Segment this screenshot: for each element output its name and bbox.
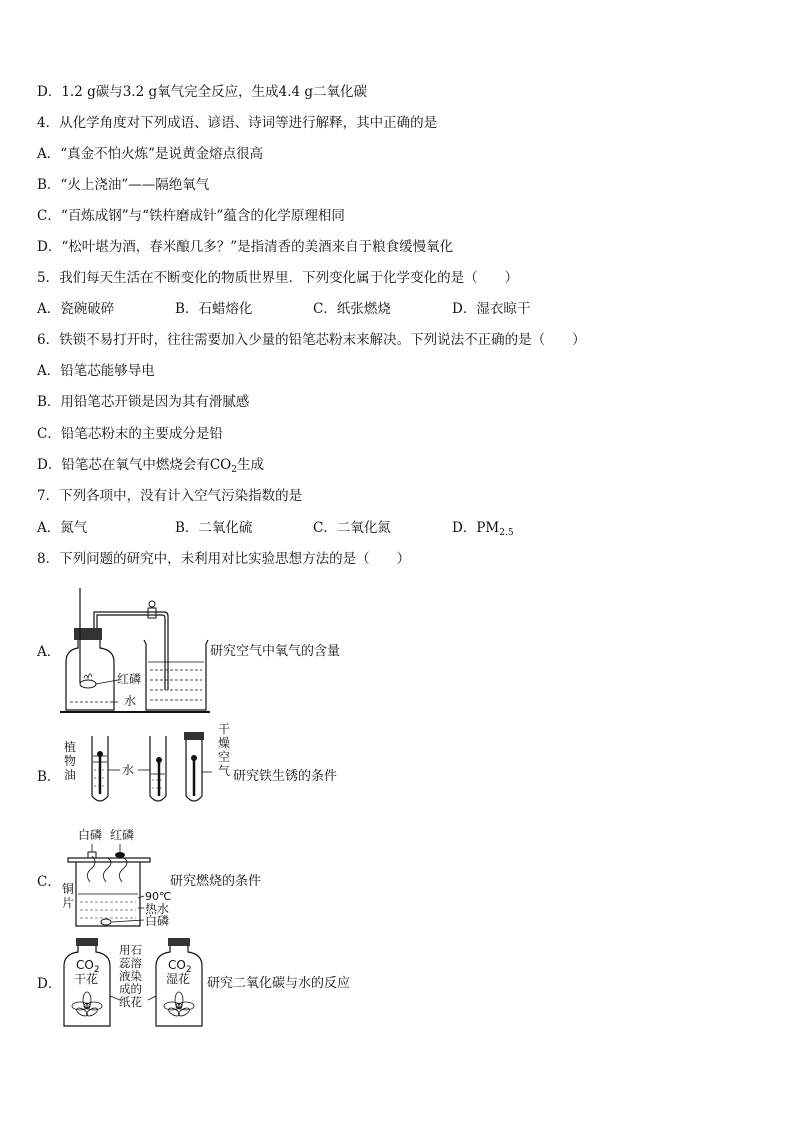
q7-stem: 7．下列各项中，没有计入空气污染指数的是 bbox=[37, 488, 303, 504]
q8-c-red-p: 红磷 bbox=[110, 828, 135, 842]
q5-stem: 5．我们每天生活在不断变化的物质世界里．下列变化属于化学变化的是（ ） bbox=[37, 270, 519, 286]
q5-option-b: B．石蜡熔化 bbox=[175, 301, 253, 317]
q8-d-co2-2-sub: 2 bbox=[185, 965, 192, 975]
q6-stem: 6．铁锁不易打开时，往往需要加入少量的铅笔芯粉末来解决。下列说法不正确的是（ ） bbox=[37, 332, 586, 348]
q8-b-label: B． bbox=[37, 769, 61, 785]
q8-d-co2-1 bbox=[76, 958, 100, 975]
q8-c-white-p2: 白磷 bbox=[145, 914, 170, 928]
q5-option-d: D．湿衣晾干 bbox=[452, 301, 531, 317]
q8-b-oil: 植物油 bbox=[64, 740, 77, 782]
q8-d-co2-2-text: CO bbox=[168, 958, 186, 972]
q8-b-caption: 研究铁生锈的条件 bbox=[233, 769, 338, 784]
q8-a-apparatus bbox=[60, 578, 220, 718]
q8-c-copper: 铜片 bbox=[62, 882, 75, 910]
q8-a-red-p: 红磷 bbox=[117, 672, 142, 686]
q4-option-c: C．“百炼成钢”与“铁杵磨成针”蕴含的化学原理相同 bbox=[37, 208, 345, 224]
q7-option-c: C．二氧化氮 bbox=[313, 520, 391, 536]
q8-c-hot-water: 热水 bbox=[145, 902, 170, 916]
q8-b-dry-air: 干燥空气 bbox=[218, 722, 231, 778]
q8-b-test-tubes bbox=[80, 730, 220, 810]
q8-a-caption: 研究空气中氧气的含量 bbox=[210, 644, 341, 659]
q8-d-middle-label: 用石蕊溶液染成的纸花 bbox=[119, 943, 142, 1009]
q6-d-text: D．铅笔芯在氧气中燃烧会有CO bbox=[37, 457, 232, 473]
q8-d-co2-2 bbox=[168, 958, 192, 975]
q8-d-co2-1-sub: 2 bbox=[93, 965, 100, 975]
q6-option-a: A．铅笔芯能够导电 bbox=[37, 363, 155, 379]
q8-c-temp: 90℃ bbox=[145, 890, 172, 903]
q8-c-white-p: 白磷 bbox=[78, 828, 103, 842]
q6-option-b: B．用铅笔芯开锁是因为其有滑腻感 bbox=[37, 394, 250, 410]
q5-option-c: C．纸张燃烧 bbox=[313, 301, 391, 317]
q4-option-d: D．“松叶堪为酒，春米酿几多？”是指清香的美酒来自于粮食缓慢氧化 bbox=[37, 239, 454, 255]
q7-d-text: D．PM bbox=[452, 520, 500, 536]
q7-option-a: A．氮气 bbox=[37, 520, 88, 536]
q8-a-water: 水 bbox=[124, 694, 137, 708]
q3-option-d: D．1.2 g碳与3.2 g氧气完全反应，生成4.4 g二氧化碳 bbox=[37, 84, 368, 100]
q8-d-co2-1-text: CO bbox=[76, 958, 94, 972]
q8-d-caption: 研究二氧化碳与水的反应 bbox=[207, 976, 351, 991]
q4-stem: 4．从化学角度对下列成语、谚语、诗词等进行解释，其中正确的是 bbox=[37, 115, 438, 131]
q7-option-d bbox=[452, 519, 514, 537]
q8-c-label: C． bbox=[37, 874, 61, 890]
q7-d-sub: 2.5 bbox=[499, 528, 514, 538]
q6-option-d bbox=[37, 456, 264, 474]
q8-stem: 8．下列问题的研究中，未利用对比实验思想方法的是（ ） bbox=[37, 551, 411, 567]
q8-d-dry-flower: 干花 bbox=[74, 972, 99, 986]
q8-a-label: A． bbox=[37, 644, 61, 660]
q6-option-c: C．铅笔芯粉末的主要成分是铅 bbox=[37, 426, 223, 442]
q4-option-a: A．“真金不怕火炼”是说黄金熔点很高 bbox=[37, 146, 264, 162]
q6-d-post: 生成 bbox=[236, 457, 264, 473]
q8-c-caption: 研究燃烧的条件 bbox=[170, 874, 262, 889]
q8-d-wet-flower: 湿花 bbox=[166, 972, 191, 986]
q8-b-water: 水 bbox=[122, 763, 135, 777]
q8-d-label: D． bbox=[37, 976, 62, 992]
q4-option-b: B．“火上浇油”——隔绝氧气 bbox=[37, 177, 210, 193]
q6-d-sub: 2 bbox=[231, 465, 237, 475]
q5-option-a: A．瓷碗破碎 bbox=[37, 301, 115, 317]
q7-option-b: B．二氧化硫 bbox=[175, 520, 253, 536]
